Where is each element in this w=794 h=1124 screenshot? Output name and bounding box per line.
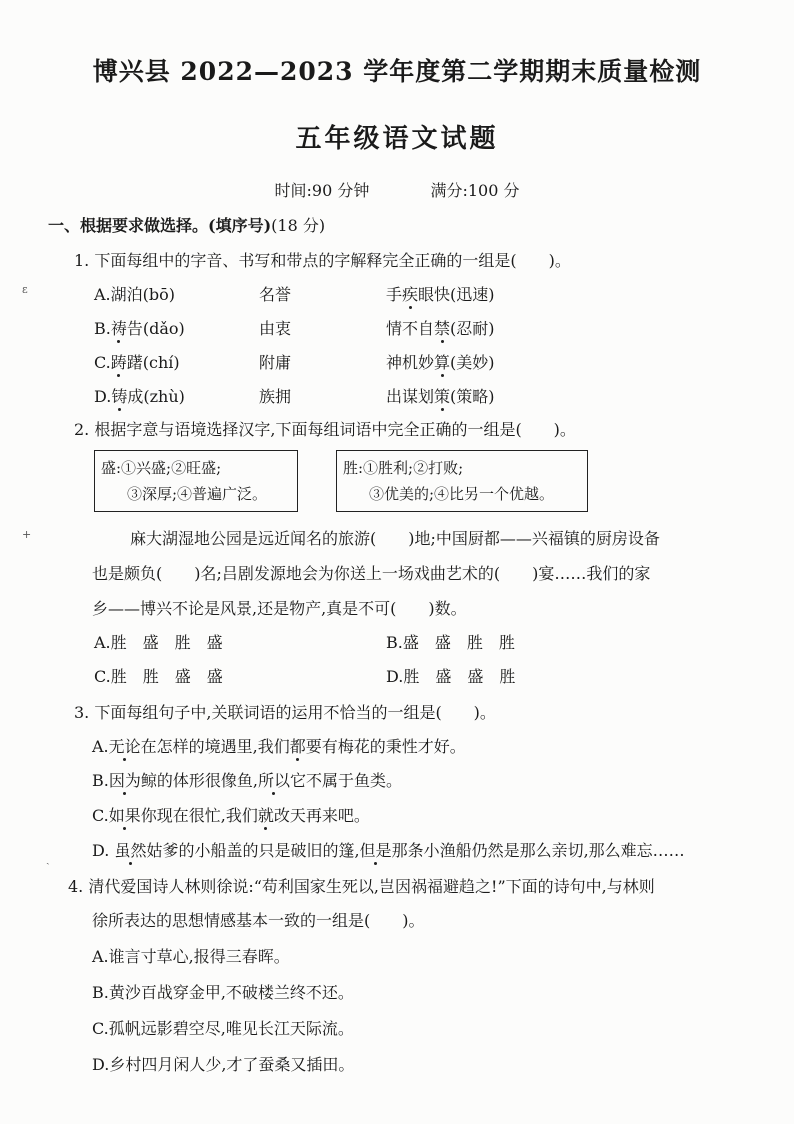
question-3-stem: 3. 下面每组句子中,关联词语的运用不恰当的一组是( )。 [74,703,496,722]
definition-line: ③深厚;④普遍广泛。 [127,485,268,503]
question-2-stem: 2. 根据字意与语境选择汉字,下面每组词语中完全正确的一组是( )。 [74,420,576,439]
q3-option-d [92,838,685,861]
exam-meta [0,178,794,201]
dotted-char: 铸 [111,387,128,406]
definition-line: 胜:①胜利;②打败; [343,459,464,477]
text: 神机妙 [386,353,435,372]
q2-passage-line2: 也是颇负( )名;吕剧发源地会为你送上一场戏曲艺术的( )宴……我们的家 [92,564,651,583]
dotted-word: 无论 [108,737,141,756]
dotted-char: 踌 [110,353,127,372]
q1-option-a-word1: A.湖泊(bō) [94,285,176,304]
text: 情不自 [386,319,435,338]
q1-option-d-word3 [386,384,495,407]
q1-option-b-word3 [386,316,495,339]
text: 眼快(迅速) [418,285,495,304]
section-heading [48,213,325,236]
dotted-word: 但是 [359,841,392,860]
text: 改天再来吧。 [273,806,370,825]
definition-box-sheng2 [336,450,588,512]
exam-title: 博兴县 2022—2023 学年度第二学期期末质量检测 [92,57,702,86]
q2-option-a: A.胜 盛 胜 盛 [94,633,223,652]
definition-box-sheng1 [94,450,298,512]
q2-option-d: D.胜 盛 盛 胜 [386,667,516,686]
q1-option-c-word1 [94,350,180,373]
question-4-stem-line2: 徐所表达的思想情感基本一致的一组是( )。 [92,911,425,930]
dotted-word: 因为 [108,771,141,790]
text: B. [94,319,111,338]
text: 出谋划 [386,387,435,406]
q1-option-a-word3 [386,282,495,305]
question-4-stem-line1: 4. 清代爱国诗人林则徐说:“苟利国家生死以,岂因祸福避趋之!”下面的诗句中,与林则 [68,877,655,896]
dotted-word: 所以 [257,771,290,790]
q3-option-b [92,768,402,791]
definition-line: ③优美的;④比另一个优越。 [369,485,555,503]
text: 要有梅花的秉性才好。 [305,737,466,756]
dotted-char: 禁 [434,319,451,338]
text: B. [92,771,109,790]
text: A. [92,737,109,756]
q2-passage-line3: 乡——博兴不论是风景,还是物产,真是不可( )数。 [92,599,467,618]
text: 那条小渔船仍然是那么亲切,那么难忘…… [391,841,685,860]
exam-time: 时间:90 分钟 [274,181,370,200]
margin-mark: ɛ [22,283,28,296]
dotted-word: 都 [289,737,306,756]
exam-score: 满分:100 分 [430,181,520,200]
margin-mark: + [22,528,32,541]
q2-option-b: B.盛 盛 胜 胜 [386,633,515,652]
text: (策略) [450,387,495,406]
q2-passage-line1: 麻大湖湿地公园是远近闻名的旅游( )地;中国厨都——兴福镇的厨房设备 [130,529,660,548]
section-points: (18 分) [271,216,326,235]
exam-subtitle: 五年级语文试题 [295,124,499,154]
text: D. [94,387,112,406]
text: 姑爹的小船盖的只是破旧的篷, [146,841,360,860]
q1-option-c-word3 [386,350,495,373]
q1-option-d-word2: 族拥 [259,387,292,406]
q1-option-b-word1 [94,316,185,339]
text: 手 [386,285,403,304]
dotted-char: 算 [434,353,451,372]
dotted-char: 祷 [110,319,127,338]
q4-option-d: D.乡村四月闲人少,才了蚕桑又插田。 [92,1055,355,1074]
dotted-word: 虽然 [114,841,147,860]
dotted-char: 策 [434,387,451,406]
text: C. [92,806,109,825]
q4-option-c: C.孤帆远影碧空尽,唯见长江天际流。 [92,1019,354,1038]
text: 成(zhù) [127,387,185,406]
text: (美妙) [450,353,495,372]
q3-option-a [92,734,466,757]
section-label: 一、根据要求做选择。(填序号) [48,216,272,235]
text: C. [94,353,111,372]
q1-option-c-word2: 附庸 [259,353,292,372]
q1-option-b-word2: 由衷 [259,319,292,338]
dotted-word: 如果 [108,806,141,825]
text: 告(dǎo) [126,319,185,338]
text: 它不属于鱼类。 [289,771,402,790]
q4-option-a: A.谁言寸草心,报得三春晖。 [92,947,290,966]
question-1-stem: 1. 下面每组中的字音、书写和带点的字解释完全正确的一组是( )。 [74,251,571,270]
q1-option-d-word1 [94,384,185,407]
dotted-char: 疾 [402,285,419,304]
q3-option-c [92,803,370,826]
q2-option-c: C.胜 胜 盛 盛 [94,667,223,686]
text: 躇(chí) [126,353,180,372]
margin-mark: ˎ [46,852,50,865]
dotted-word: 就 [257,806,274,825]
text: (忍耐) [450,319,495,338]
q1-option-a-word2: 名誉 [259,285,292,304]
text: 在怎样的境遇里,我们 [140,737,290,756]
q4-option-b: B.黄沙百战穿金甲,不破楼兰终不还。 [92,983,354,1002]
text: 鲸的体形很像鱼, [140,771,258,790]
definition-line: 盛:①兴盛;②旺盛; [101,459,222,477]
text: 你现在很忙,我们 [140,806,258,825]
text: D. [92,841,115,860]
